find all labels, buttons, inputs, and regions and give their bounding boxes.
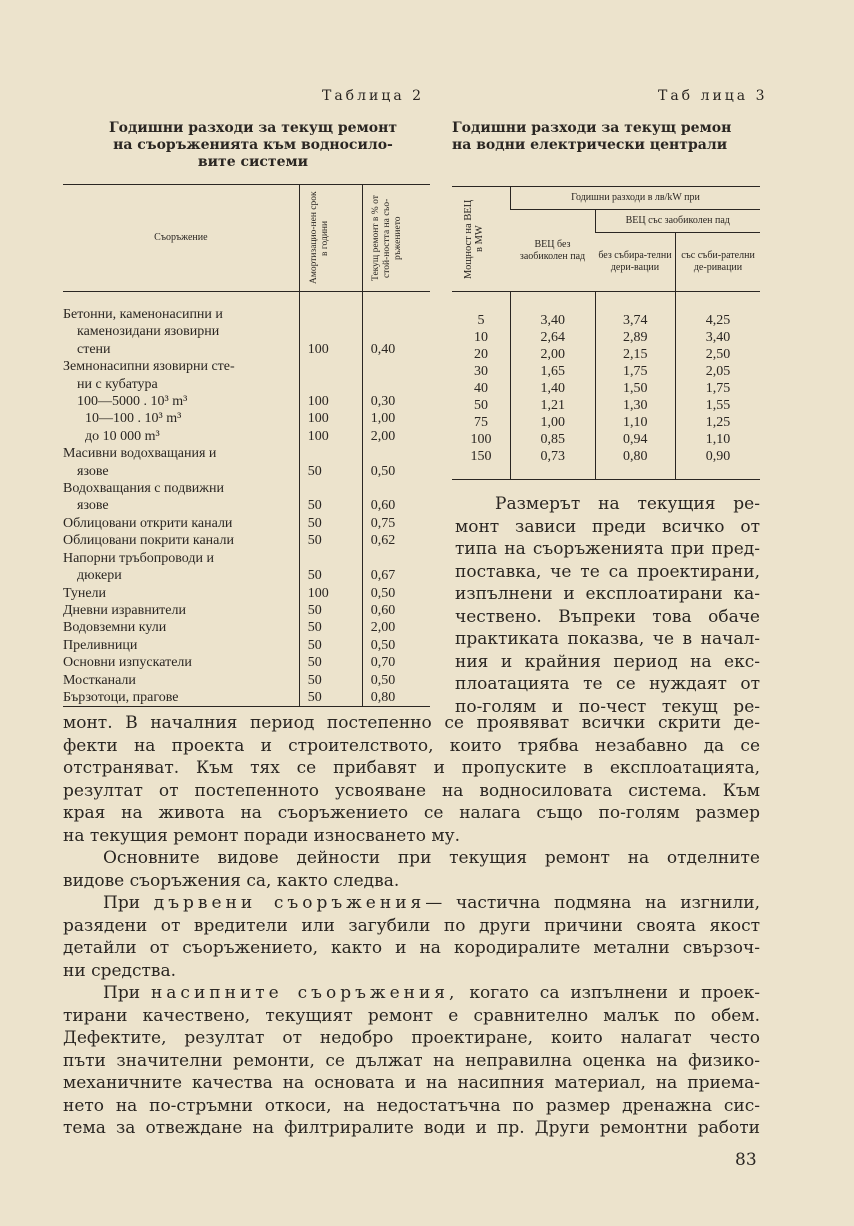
table-row bbox=[63, 292, 430, 359]
text-line: При дървени съоръжения— частична подмяна на изгнили, bbox=[103, 893, 760, 913]
cost-cell: 2,50 bbox=[676, 346, 761, 363]
structure-cell: Облицовани покрити канали bbox=[63, 533, 234, 549]
table-row bbox=[63, 672, 430, 689]
table-row bbox=[452, 292, 760, 330]
table-row bbox=[63, 532, 430, 549]
cost-cell: 0,85 bbox=[511, 431, 596, 448]
cost-cell: 3,74 bbox=[595, 292, 676, 330]
lifetime-cell: 50 bbox=[299, 637, 362, 654]
body-text bbox=[63, 712, 760, 1140]
table-row bbox=[63, 550, 430, 585]
cost-cell: 2,89 bbox=[595, 329, 676, 346]
table2-label: Таблица 2 bbox=[322, 88, 425, 104]
repair-pct-cell: 0,80 bbox=[362, 689, 430, 707]
text-line: тирани качествено, текущият ремонт е сравнително малък по обем. bbox=[63, 1005, 760, 1026]
structure-cell: Тунели bbox=[63, 585, 107, 601]
cost-cell: 1,30 bbox=[595, 397, 676, 414]
table2-title-line: вите системи bbox=[197, 154, 309, 170]
text-line: механичните качества на основата и на насипния материал, на приема- bbox=[63, 1073, 760, 1093]
structure-cell: Напорни тръбопроводи и дюкери bbox=[63, 550, 214, 584]
structure-cell: Основни изпускатели bbox=[63, 655, 192, 671]
repair-pct-cell: 0,50 bbox=[362, 672, 430, 689]
table2-header-lifetime: Амортизацио-нен срок в години bbox=[299, 185, 362, 292]
table-row bbox=[63, 410, 430, 427]
repair-pct-cell: 2,00 bbox=[362, 619, 430, 636]
structure-cell: Дневни изравнители bbox=[63, 602, 186, 618]
table3-header-no-collect: без събира-телни дери-вации bbox=[595, 233, 676, 292]
cost-cell: 1,10 bbox=[676, 431, 761, 448]
cost-cell: 1,55 bbox=[676, 397, 761, 414]
lifetime-cell: 50 bbox=[299, 550, 362, 585]
lifetime-cell: 50 bbox=[299, 480, 362, 515]
table-row bbox=[63, 689, 430, 707]
lifetime-cell: 100 bbox=[299, 410, 362, 427]
text-line: пъти значителни ремонти, се дължат на неправилна оценка на физико- bbox=[63, 1050, 760, 1071]
table-row bbox=[452, 431, 760, 448]
lifetime-cell: 100 bbox=[299, 292, 362, 359]
repair-pct-cell: 0,67 bbox=[362, 550, 430, 585]
repair-pct-cell: 0,60 bbox=[362, 602, 430, 619]
power-cell: 40 bbox=[474, 381, 488, 396]
lifetime-cell: 50 bbox=[299, 445, 362, 480]
table-row bbox=[63, 585, 430, 602]
repair-pct-cell: 2,00 bbox=[362, 428, 430, 445]
text-line: монт. В началния период постепенно се проявяват всички скрити де- bbox=[63, 713, 760, 733]
table-row bbox=[63, 515, 430, 532]
cost-cell: 3,40 bbox=[676, 329, 761, 346]
table2-header-repair-pct: Текущ ремонт в % от стой-ността на съо-ръжението bbox=[362, 185, 430, 292]
text-line: на текущия ремонт поради износването му. bbox=[63, 825, 461, 846]
repair-pct-cell: 0,30 bbox=[362, 358, 430, 410]
cost-cell: 1,21 bbox=[511, 397, 596, 414]
text-line: нето на по-стръмни откоси, на недостатъчна по размер дренажна сис- bbox=[63, 1095, 760, 1116]
structure-cell: Масивни водохващания и язове bbox=[63, 446, 217, 479]
repair-pct-cell: 0,50 bbox=[362, 445, 430, 480]
cost-cell: 3,40 bbox=[511, 292, 596, 330]
table-row bbox=[63, 445, 430, 480]
cost-cell: 1,40 bbox=[511, 380, 596, 397]
cost-cell: 2,05 bbox=[676, 363, 761, 380]
cost-cell: 1,25 bbox=[676, 414, 761, 431]
repair-pct-cell: 0,50 bbox=[362, 585, 430, 602]
cost-cell: 1,65 bbox=[511, 363, 596, 380]
table3-title bbox=[452, 120, 770, 154]
text-line: отстраняват. Към тях се прибавят и пропуските в експлоатацията, bbox=[63, 758, 760, 778]
text-line: фекти на проекта и строителството, които трябва незабавно да се bbox=[63, 735, 760, 756]
cost-cell: 1,75 bbox=[676, 380, 761, 397]
power-cell: 75 bbox=[474, 415, 488, 430]
table2-title bbox=[93, 120, 413, 171]
lifetime-cell: 50 bbox=[299, 672, 362, 689]
lifetime-cell: 50 bbox=[299, 602, 362, 619]
text-line: резултат от постепенното усвояване на водносиловата система. Към bbox=[63, 780, 760, 801]
cost-cell: 2,15 bbox=[595, 346, 676, 363]
text-line: Основните видове дейности при текущия ремонт на отделните bbox=[103, 848, 760, 868]
repair-pct-cell: 0,40 bbox=[362, 292, 430, 359]
repair-pct-cell: 0,60 bbox=[362, 480, 430, 515]
table2 bbox=[63, 184, 430, 707]
repair-pct-cell: 0,75 bbox=[362, 515, 430, 532]
table3-title-line: Годишни разходи за текущ ремон bbox=[452, 120, 732, 136]
structure-cell: Бетонни, каменонасипни и каменозидани язовирни стени bbox=[63, 307, 223, 357]
cost-cell: 2,00 bbox=[511, 346, 596, 363]
structure-cell: Бързотоци, прагове bbox=[63, 689, 179, 705]
repair-pct-cell: 0,50 bbox=[362, 637, 430, 654]
structure-cell: Мостканали bbox=[63, 672, 136, 688]
repair-pct-cell: 0,62 bbox=[362, 532, 430, 549]
table3-header-group: Годишни разходи в лв/kW при bbox=[511, 187, 761, 210]
text-line: При насипните съоръжения, когато са изпълнени и проек- bbox=[103, 983, 761, 1003]
table-row bbox=[452, 380, 760, 397]
lifetime-cell: 100 bbox=[299, 585, 362, 602]
text-line: видове съоръжения са, както следва. bbox=[63, 870, 400, 891]
table3-header-power: Мощност на ВЕЦ в MW bbox=[452, 187, 511, 292]
table2-header-structure: Съоръжение bbox=[63, 185, 299, 292]
table-row bbox=[63, 480, 430, 515]
cost-cell: 0,80 bbox=[595, 448, 676, 480]
cost-cell: 1,00 bbox=[511, 414, 596, 431]
table3-label: Таб лица 3 bbox=[658, 88, 768, 104]
text-line: детайли от съоръжението, както и на кородиралите метални свързоч- bbox=[63, 938, 760, 958]
structure-cell: Преливници bbox=[63, 637, 138, 653]
table-row bbox=[452, 329, 760, 346]
structure-cell: до 10 000 m³ bbox=[85, 428, 160, 444]
table-row bbox=[452, 363, 760, 380]
structure-cell: Облицовани открити канали bbox=[63, 515, 233, 531]
table3 bbox=[452, 186, 760, 480]
text-line: тема за отвеждане на филтриралите води и пр. Други ремонтни работи bbox=[63, 1118, 760, 1138]
table-row bbox=[452, 346, 760, 363]
structure-cell: Водовземни кули bbox=[63, 620, 167, 636]
text-line: ни средства. bbox=[63, 960, 177, 981]
table-row bbox=[452, 414, 760, 431]
table-row bbox=[63, 602, 430, 619]
structure-cell: 10—100 . 10³ m³ bbox=[85, 411, 182, 427]
table3-title-line: на водни електрически централи bbox=[452, 137, 728, 153]
table3-header-no-head: ВЕЦ без заобиколен пад bbox=[511, 210, 596, 292]
table-row bbox=[63, 654, 430, 671]
lifetime-cell: 50 bbox=[299, 515, 362, 532]
lifetime-cell: 50 bbox=[299, 532, 362, 549]
lifetime-cell: 50 bbox=[299, 619, 362, 636]
power-cell: 5 bbox=[477, 313, 485, 328]
cost-cell: 1,50 bbox=[595, 380, 676, 397]
table3-header-with-collect: със съби-рателни де-ривации bbox=[676, 233, 761, 292]
cost-cell: 0,73 bbox=[511, 448, 596, 480]
text-line: разядени от вредители или загубили по други причини своята якост bbox=[63, 915, 760, 936]
cost-cell: 0,90 bbox=[676, 448, 761, 480]
power-cell: 30 bbox=[474, 364, 488, 379]
structure-cell: Земнонасипни язовирни сте- ни с кубатура 100—5000 . 10³ m³ bbox=[63, 359, 235, 410]
power-cell: 50 bbox=[474, 398, 488, 413]
text-line: Дефектите, резултат от недобро проектиране, които налагат често bbox=[63, 1028, 760, 1048]
lifetime-cell: 100 bbox=[299, 428, 362, 445]
cost-cell: 1,10 bbox=[595, 414, 676, 431]
table3-header-with-head: ВЕЦ със заобиколен пад bbox=[595, 210, 760, 233]
cost-cell: 4,25 bbox=[676, 292, 761, 330]
power-cell: 150 bbox=[470, 449, 492, 464]
structure-cell: Водохващания с подвижни язове bbox=[63, 481, 224, 514]
table-row bbox=[63, 358, 430, 410]
repair-pct-cell: 1,00 bbox=[362, 410, 430, 427]
power-cell: 100 bbox=[470, 432, 492, 447]
page-number: 83 bbox=[735, 1150, 757, 1170]
cost-cell: 1,75 bbox=[595, 363, 676, 380]
cost-cell: 2,64 bbox=[511, 329, 596, 346]
table-row bbox=[63, 619, 430, 636]
table-row bbox=[63, 428, 430, 445]
repair-pct-cell: 0,70 bbox=[362, 654, 430, 671]
lifetime-cell: 50 bbox=[299, 689, 362, 707]
table2-title-line: Годишни разходи за текущ ремонт bbox=[108, 120, 397, 136]
text-line: края на живота на съоръжението се налага също по-голям размер bbox=[63, 803, 760, 823]
table2-title-line: на съоръженията към водносило- bbox=[113, 137, 393, 153]
lifetime-cell: 100 bbox=[299, 358, 362, 410]
lifetime-cell: 50 bbox=[299, 654, 362, 671]
table-row bbox=[452, 397, 760, 414]
table-row bbox=[63, 637, 430, 654]
power-cell: 10 bbox=[474, 330, 488, 345]
side-paragraph: Размерът на текущия ре- монт зависи преди всичко от типа на съоръженията при пред- поставка, че те са проектирани, изпълнени и експлоатирани ка- чествено. Въпреки това обаче практиката показва, че в начал- ния и крайния период на екс- плоатацията те се нуждаят от по-голям и по-чест текущ ре- bbox=[455, 494, 760, 717]
cost-cell: 0,94 bbox=[595, 431, 676, 448]
power-cell: 20 bbox=[474, 347, 488, 362]
table-row bbox=[452, 448, 760, 480]
